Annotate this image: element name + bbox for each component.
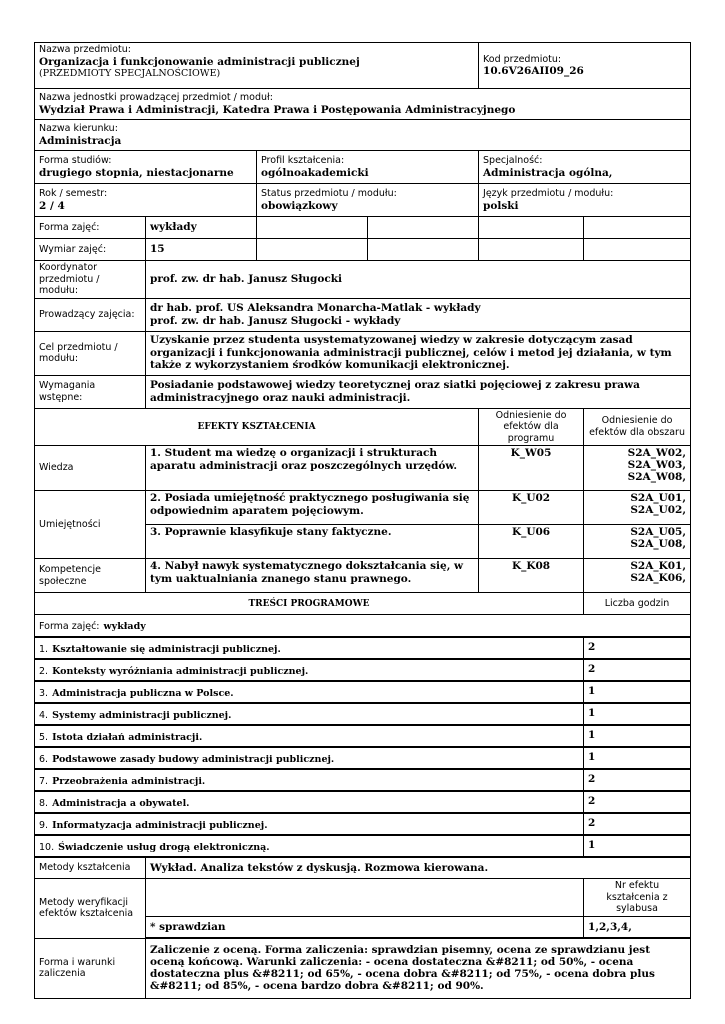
topic-hours: 1 (584, 703, 691, 725)
profile-value: ogólnoakademicki (261, 166, 369, 179)
topic-number: 5. (39, 731, 49, 743)
year-label: Rok / semestr: (39, 188, 108, 199)
field-cell (35, 120, 691, 151)
topic-row (35, 813, 691, 835)
unit-cell (35, 89, 691, 120)
topic-title: Świadczenie usług drogą elektroniczną. (58, 841, 270, 853)
spec-value: Administracja ogólna, (483, 166, 613, 179)
profile-label: Profil kształcenia: (261, 155, 345, 166)
prereq-value: Posiadanie podstawowej wiedzy teoretycznej oraz siatki pojęciowej z zakresu prawa administracyjnego oraz nauki administracji. (146, 375, 691, 408)
status-cell (257, 184, 479, 217)
topic-row (35, 769, 691, 791)
area-code: S2A_W08, (627, 471, 687, 483)
field-label: Nazwa kierunku: (39, 123, 118, 134)
area-code: S2A_U05, (630, 526, 687, 538)
subject-group: (PRZEDMIOTY SPECJALNOŚCIOWE) (39, 68, 221, 79)
empty-cell (479, 217, 584, 239)
class-hours-label: Wymiar zajęć: (35, 239, 146, 261)
form-label: Forma studiów: (39, 155, 112, 166)
class-type-label: Forma zajęć: (35, 217, 146, 239)
lang-value: polski (483, 199, 519, 212)
content-hours-header: Liczba godzin (584, 593, 691, 615)
effect-program-code: K_U06 (479, 525, 584, 559)
knowledge-label: Wiedza (35, 446, 146, 491)
teacher-item: dr hab. prof. US Aleksandra Monarcha-Matlak - wykłady (150, 302, 481, 314)
syllabus-table (34, 42, 691, 999)
effect-area-codes (584, 446, 691, 491)
class-hours-value: 15 (146, 239, 257, 261)
social-label: Kompetencje społeczne (35, 559, 146, 593)
effect-area-codes (584, 491, 691, 525)
empty-cell (257, 217, 368, 239)
coordinator-label: Koordynator przedmiotu / modułu: (35, 261, 146, 299)
topic-hours: 1 (584, 725, 691, 747)
status-value: obowiązkowy (261, 199, 338, 212)
code-label: Kod przedmiotu: (483, 53, 562, 65)
empty-cell (257, 239, 368, 261)
methods-label: Metody kształcenia (35, 857, 146, 879)
topic-row (35, 725, 691, 747)
empty-cell (368, 239, 479, 261)
topic-title: Istota działań administracji. (52, 731, 203, 743)
topic-hours: 2 (584, 637, 691, 659)
grading-label: Forma i warunki zaliczenia (35, 938, 146, 998)
area-code: S2A_K01, (630, 560, 687, 572)
subject-name: Organizacja i funkcjonowanie administracji publicznej (39, 55, 360, 68)
code-cell (479, 43, 691, 89)
area-code: S2A_U02, (630, 504, 687, 516)
topic-number: 7. (39, 775, 49, 787)
topic-title: Konteksty wyróżniania administracji publicznej. (52, 665, 309, 677)
effects-ref-area: Odniesienie do efektów dla obszaru (584, 408, 691, 446)
year-value: 2 / 4 (39, 199, 65, 212)
topic-title: Kształtowanie się administracji publicznej. (52, 643, 281, 655)
topic-row (35, 835, 691, 857)
subject-cell (35, 43, 479, 89)
code-value: 10.6V26AII09_26 (483, 65, 584, 77)
topic-title: Systemy administracji publicznej. (52, 709, 232, 721)
effects-header: EFEKTY KSZTAŁCENIA (35, 408, 479, 446)
topic-row (35, 681, 691, 703)
topic-number: 2. (39, 665, 49, 677)
topic-hours: 2 (584, 813, 691, 835)
empty-cell (146, 879, 584, 917)
form-cell (35, 151, 257, 184)
year-cell (35, 184, 257, 217)
goal-label: Cel przedmiotu / modułu: (35, 331, 146, 375)
effect-area-codes (584, 559, 691, 593)
topic-hours: 1 (584, 681, 691, 703)
lang-cell (479, 184, 691, 217)
effects-ref-program: Odniesienie do efektów dla programu (479, 408, 584, 446)
empty-cell (584, 239, 691, 261)
teacher-item: prof. zw. dr hab. Janusz Sługocki - wykłady (150, 314, 401, 327)
topic-hours: 2 (584, 791, 691, 813)
topic-hours: 1 (584, 835, 691, 857)
syllabus-sheet (34, 42, 690, 999)
empty-cell (368, 217, 479, 239)
topic-number: 8. (39, 797, 49, 809)
topic-number: 4. (39, 709, 49, 721)
content-header: TREŚCI PROGRAMOWE (35, 593, 584, 615)
topic-title: Informatyzacja administracji publicznej. (52, 819, 268, 831)
status-label: Status przedmiotu / modułu: (261, 188, 397, 199)
verification-item: * sprawdzian (146, 916, 584, 938)
topic-title: Administracja a obywatel. (52, 797, 190, 809)
topic-row (35, 659, 691, 681)
unit-value: Wydział Prawa i Administracji, Katedra Prawa i Postępowania Administracyjnego (39, 103, 516, 116)
topic-title: Podstawowe zasady budowy administracji publicznej. (52, 753, 335, 765)
topic-title: Przeobrażenia administracji. (52, 775, 206, 787)
area-code: S2A_U01, (630, 492, 687, 504)
teachers-label: Prowadzący zajęcia: (35, 298, 146, 331)
empty-cell (479, 239, 584, 261)
topic-row (35, 637, 691, 659)
prereq-label: Wymagania wstępne: (35, 375, 146, 408)
field-value: Administracja (39, 134, 122, 147)
teachers-cell (146, 298, 691, 331)
subject-label: Nazwa przedmiotu: (39, 44, 131, 55)
goal-value: Uzyskanie przez studenta usystematyzowanej wiedzy w zakresie dotyczącym zasad organizacji i funkcjonowania administracji publicznej, celów i metod jej działania, w tym także z wykorzystaniem środków komunikacji elektronicznej. (146, 331, 691, 375)
unit-label: Nazwa jednostki prowadzącej przedmiot / moduł: (39, 92, 273, 103)
area-code: S2A_K06, (630, 572, 687, 584)
grading-value: Zaliczenie z oceną. Forma zaliczenia: sprawdzian pisemny, ocena ze sprawdzianu jest oceną końcową. Warunki zaliczenia: - ocena dostateczna &#8211; od 50%, - ocena dostateczna plus &#8211; od 65%, - ocena dobra &#8211; od 75%, - ocena dobra plus &#8211; od 85%, - ocena bardzo dobra &#8211; od 90%. (146, 938, 691, 998)
form-value: drugiego stopnia, niestacjonarne (39, 166, 234, 179)
effect-program-code: K_K08 (479, 559, 584, 593)
topic-title: Administracja publiczna w Polsce. (52, 687, 234, 699)
verification-item-ref: 1,2,3,4, (584, 916, 691, 938)
effect-program-code: K_W05 (479, 446, 584, 491)
lang-label: Język przedmiotu / modułu: (483, 188, 614, 199)
topic-number: 3. (39, 687, 49, 699)
effect-description: 3. Poprawnie klasyfikuje stany faktyczne. (146, 525, 479, 559)
area-code: S2A_U08, (630, 538, 687, 550)
effect-program-code: K_U02 (479, 491, 584, 525)
topic-number: 9. (39, 819, 49, 831)
content-form-label: Forma zajęć: (39, 621, 100, 633)
topic-row (35, 747, 691, 769)
topic-number: 1. (39, 643, 49, 655)
area-code: S2A_W02, (627, 447, 687, 459)
topic-hours: 2 (584, 659, 691, 681)
topic-number: 6. (39, 753, 49, 765)
topic-hours: 2 (584, 769, 691, 791)
topic-hours: 1 (584, 747, 691, 769)
coordinator-value: prof. zw. dr hab. Janusz Sługocki (146, 261, 691, 299)
topic-row (35, 703, 691, 725)
topic-row (35, 791, 691, 813)
content-form-value: wykłady (103, 621, 146, 633)
topic-number: 10. (39, 841, 55, 853)
area-code: S2A_W03, (627, 459, 687, 471)
effect-description: 4. Nabył nawyk systematycznego dokształcania się, w tym uaktualniania znanego stanu prawnego. (146, 559, 479, 593)
effect-area-codes (584, 525, 691, 559)
skills-label: Umiejętności (35, 491, 146, 559)
methods-value: Wykład. Analiza tekstów z dyskusją. Rozmowa kierowana. (146, 857, 691, 879)
spec-cell (479, 151, 691, 184)
class-type-value: wykłady (146, 217, 257, 239)
verification-ref-header: Nr efektu kształcenia z sylabusa (584, 879, 691, 917)
spec-label: Specjalność: (483, 155, 543, 166)
empty-cell (584, 217, 691, 239)
profile-cell (257, 151, 479, 184)
effect-description: 1. Student ma wiedzę o organizacji i strukturach aparatu administracji oraz poszczególnych urzędów. (146, 446, 479, 491)
content-form-cell (35, 615, 691, 637)
effect-description: 2. Posiada umiejętność praktycznego posługiwania się odpowiednim aparatem pojęciowym. (146, 491, 479, 525)
verification-label: Metody weryfikacji efektów kształcenia (35, 879, 146, 939)
